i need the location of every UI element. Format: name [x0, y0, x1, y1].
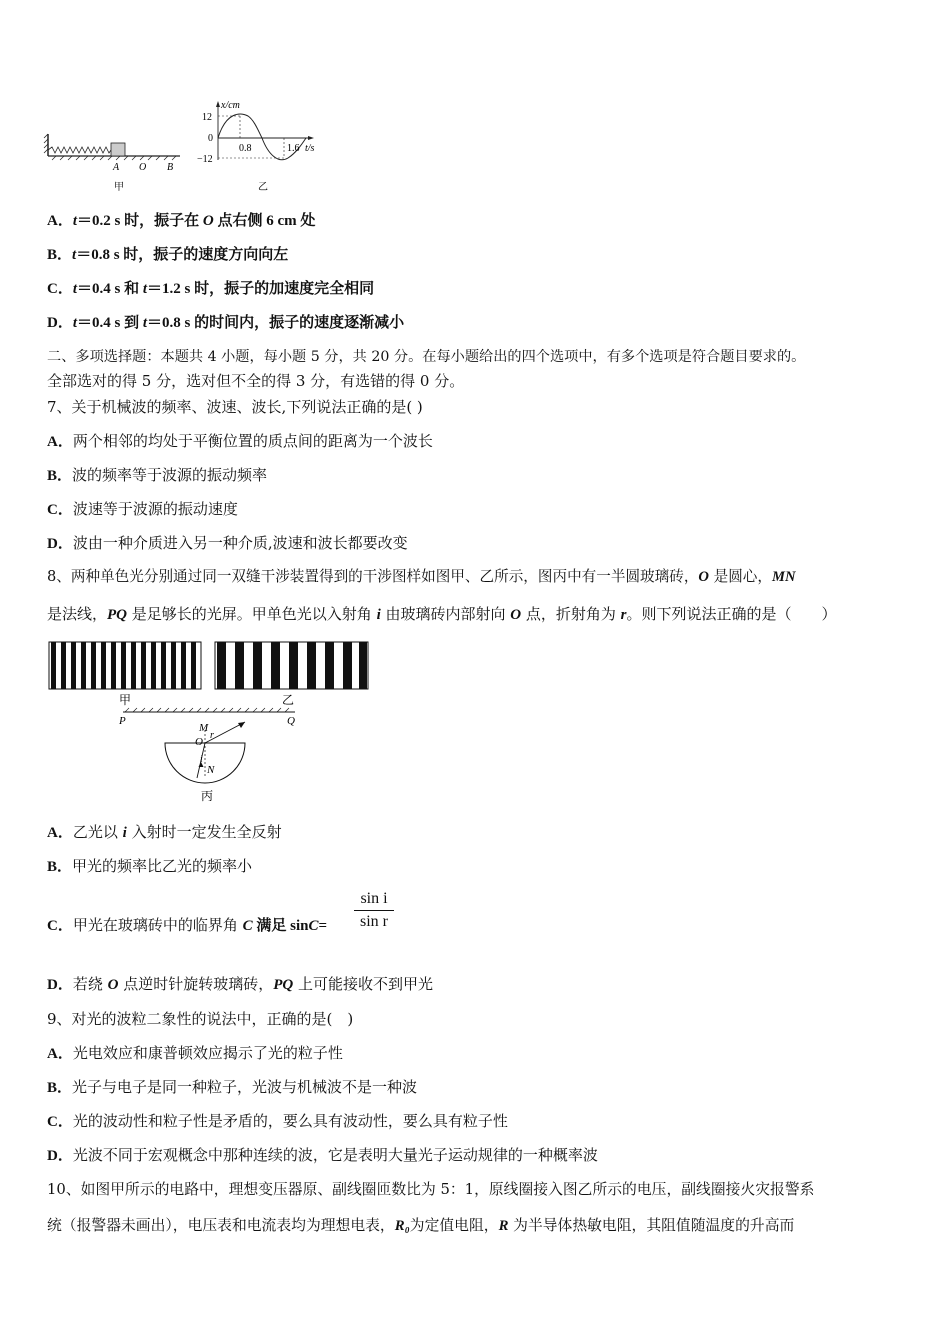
y-tick-zero: 0 [208, 133, 213, 144]
q8-option-b: B．甲光的频率比乙光的频率小 [47, 857, 253, 875]
x-axis-label: t/s [305, 143, 315, 154]
fig-label-P: P [119, 715, 126, 727]
fringe-pattern-jia [49, 642, 201, 689]
q8-option-d: D．若绕 O 点逆时针旋转玻璃砖，PQ 上可能接收不到甲光 [47, 975, 434, 993]
fig-label-O: O [195, 736, 203, 748]
q6-option-b: B．t＝0.8 s 时，振子的速度方向向左 [47, 247, 289, 263]
fig-label-i: i [200, 754, 203, 765]
fig-label-bing: 丙 [201, 789, 214, 803]
oscillator-figure [40, 98, 340, 198]
x-tick-end: 1.6 [287, 143, 300, 154]
fig-label-yi: 乙 [282, 693, 295, 707]
label-O: O [139, 162, 147, 173]
q6-option-c: C．t＝0.4 s 和 t＝1.2 s 时，振子的加速度完全相同 [47, 281, 375, 297]
label-B: B [167, 162, 174, 173]
section2-line1: 二、多项选择题：本题共 4 小题，每小题 5 分，共 20 分。在每小题给出的四个选项中，有多个选项是符合题目要求的。 [47, 349, 806, 365]
fig-label-Q: Q [287, 715, 295, 727]
fig-label-N: N [207, 764, 215, 776]
q8-option-a: A．乙光以 i 入射时一定发生全反射 [47, 823, 282, 841]
q8-option-c: C．甲光在玻璃砖中的临界角 C 满足 sinC= [47, 916, 328, 934]
q10-line2: 统（报警器未画出），电压表和电流表均为理想电表，R₀为定值电阻，R 为半导体热敏电阻，其阻值随温度的升高而 [47, 1217, 795, 1234]
x-tick-mid: 0.8 [239, 143, 252, 154]
q7-option-d: D．波由一种介质进入另一种介质,波速和波长都要改变 [47, 534, 408, 552]
interference-figure [45, 638, 375, 808]
label-A: A [113, 162, 120, 173]
y-axis-label: x/cm [221, 100, 240, 111]
q9-option-b: B．光子与电子是同一种粒子，光波与机械波不是一种波 [47, 1078, 418, 1096]
q8-stem-line2: 是法线，PQ 是足够长的光屏。甲单色光以入射角 i 由玻璃砖内部射向 O 点，折射角为 r。则下列说法正确的是（ ） [47, 605, 837, 623]
q10-line1: 10、如图甲所示的电路中，理想变压器原、副线圈匝数比为 5：1，原线圈接入图乙所示的电压，副线圈接火灾报警系 [47, 1181, 815, 1198]
y-tick-max: 12 [202, 112, 212, 123]
q6-option-a: A．t＝0.2 s 时，振子在 O 点右侧 6 cm 处 [47, 213, 316, 229]
q8-stem-line1: 8、两种单色光分别通过同一双缝干涉装置得到的干涉图样如图甲、乙所示，图丙中有一半圆玻璃砖，O 是圆心，MN [47, 568, 796, 585]
q6-option-d: D．t＝0.4 s 到 t＝0.8 s 的时间内，振子的速度逐渐减小 [47, 315, 405, 331]
q7-stem: 7、关于机械波的频率、波速、波长,下列说法正确的是( ) [47, 398, 423, 416]
caption-yi: 乙 [258, 182, 268, 193]
fraction-numerator: sin i [360, 890, 388, 907]
q9-option-c: C．光的波动性和粒子性是矛盾的，要么具有波动性，要么具有粒子性 [47, 1112, 508, 1130]
fig-label-r: r [210, 730, 214, 741]
q7-option-a: A．两个相邻的均处于平衡位置的质点间的距离为一个波长 [47, 432, 433, 450]
caption-jia: 甲 [114, 182, 124, 193]
q9-stem: 9、对光的波粒二象性的说法中，正确的是( ) [47, 1010, 354, 1028]
q7-option-b: B．波的频率等于波源的振动频率 [47, 466, 268, 484]
section2-line2: 全部选对的得 5 分，选对但不全的得 3 分，有选错的得 0 分。 [47, 372, 465, 390]
fringe-pattern-yi [215, 642, 368, 689]
q9-option-a: A．光电效应和康普顿效应揭示了光的粒子性 [47, 1044, 343, 1062]
q9-option-d: D．光波不同于宏观概念中那种连续的波，它是表明大量光子运动规律的一种概率波 [47, 1146, 598, 1164]
fig-label-M: M [199, 722, 209, 734]
y-tick-min: −12 [197, 154, 213, 165]
q7-option-c: C．波速等于波源的振动速度 [47, 500, 238, 518]
fraction-denominator: sin r [360, 913, 388, 930]
fraction-sin-i-over-sin-r [354, 890, 394, 931]
fig-label-jia: 甲 [119, 693, 132, 707]
